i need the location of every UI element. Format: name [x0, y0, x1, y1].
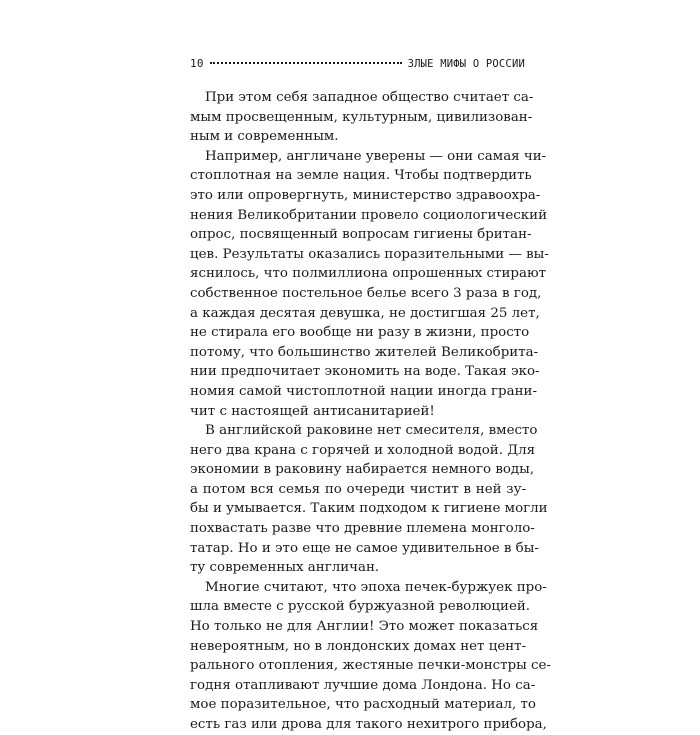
text-line: номия самой чистоплотной нации иногда грани- — [190, 383, 537, 399]
text-line: мое поразительное, что расходный материал, то — [190, 697, 536, 713]
text-line: рального отопления, жестяные печки-монстры се- — [190, 658, 551, 674]
text-line: Но только не для Англии! Это может показаться — [190, 619, 539, 635]
text-line: невероятным, но в лондонских домах нет цент- — [190, 638, 527, 654]
text-line: собственное постельное белье всего 3 раза в год, — [190, 285, 542, 301]
text-line: него два крана с горячей и холодной водой. Для — [190, 442, 536, 458]
text-line: шла вместе с русской буржуазной революцией. — [190, 599, 531, 615]
text-line: экономии в раковину набирается немного воды, — [190, 462, 535, 478]
header-dot-leader — [210, 62, 402, 64]
page-number: 10 — [190, 57, 204, 70]
text-line: не стирала его вообще ни разу в жизни, просто — [190, 325, 530, 341]
text-line: ту современных англичан. — [190, 560, 380, 576]
text-line: Многие считают, что эпоха печек-буржуек про- — [205, 579, 547, 595]
text-line: Например, англичане уверены — они самая чи- — [205, 148, 547, 164]
text-line: При этом себя западное общество считает са- — [205, 90, 534, 105]
text-line: а потом вся семья по очереди чистит в ней зу- — [190, 481, 526, 497]
text-line: нии предпочитает экономить на воде. Такая эко- — [190, 364, 540, 380]
text-line: годня отапливают лучшие дома Лондона. Но са- — [190, 677, 536, 693]
text-line: татар. Но и это еще не самое удивительное в бы- — [190, 540, 539, 556]
text-line: яснилось, что полмиллиона опрошенных стирают — [190, 266, 547, 282]
text-line: похвастать разве что древние племена монголо- — [190, 521, 535, 537]
text-line: бы и умывается. Таким подходом к гигиене могли — [190, 501, 548, 517]
text-line: а каждая десятая девушка, не достигшая 25 лет, — [190, 305, 540, 321]
text-line: стоплотная на земле нация. Чтобы подтвердить — [190, 168, 532, 184]
text-line: цев. Результаты оказались поразительными — вы- — [190, 246, 549, 262]
text-line: потому, что большинство жителей Великобрита- — [190, 344, 539, 360]
running-title: ЗЛЫЕ МИФЫ О РОССИИ — [407, 58, 525, 70]
page-body — [190, 88, 551, 735]
text-line: мым просвещенным, культурным, цивилизован- — [190, 109, 533, 125]
text-line: В английской раковине нет смесителя, вместо — [205, 423, 538, 439]
text-line: опрос, посвященный вопросам гигиены британ- — [190, 227, 532, 243]
text-line: чит с настоящей антисанитарией! — [190, 403, 435, 419]
text-line: ным и современным. — [190, 129, 339, 145]
running-header — [190, 57, 525, 73]
text-line: есть газ или дрова для такого нехитрого прибора, — [190, 717, 547, 732]
text-line: нения Великобритании провело социологический — [190, 207, 548, 223]
text-line: это или опровергнуть, министерство здравоохра- — [190, 187, 541, 203]
